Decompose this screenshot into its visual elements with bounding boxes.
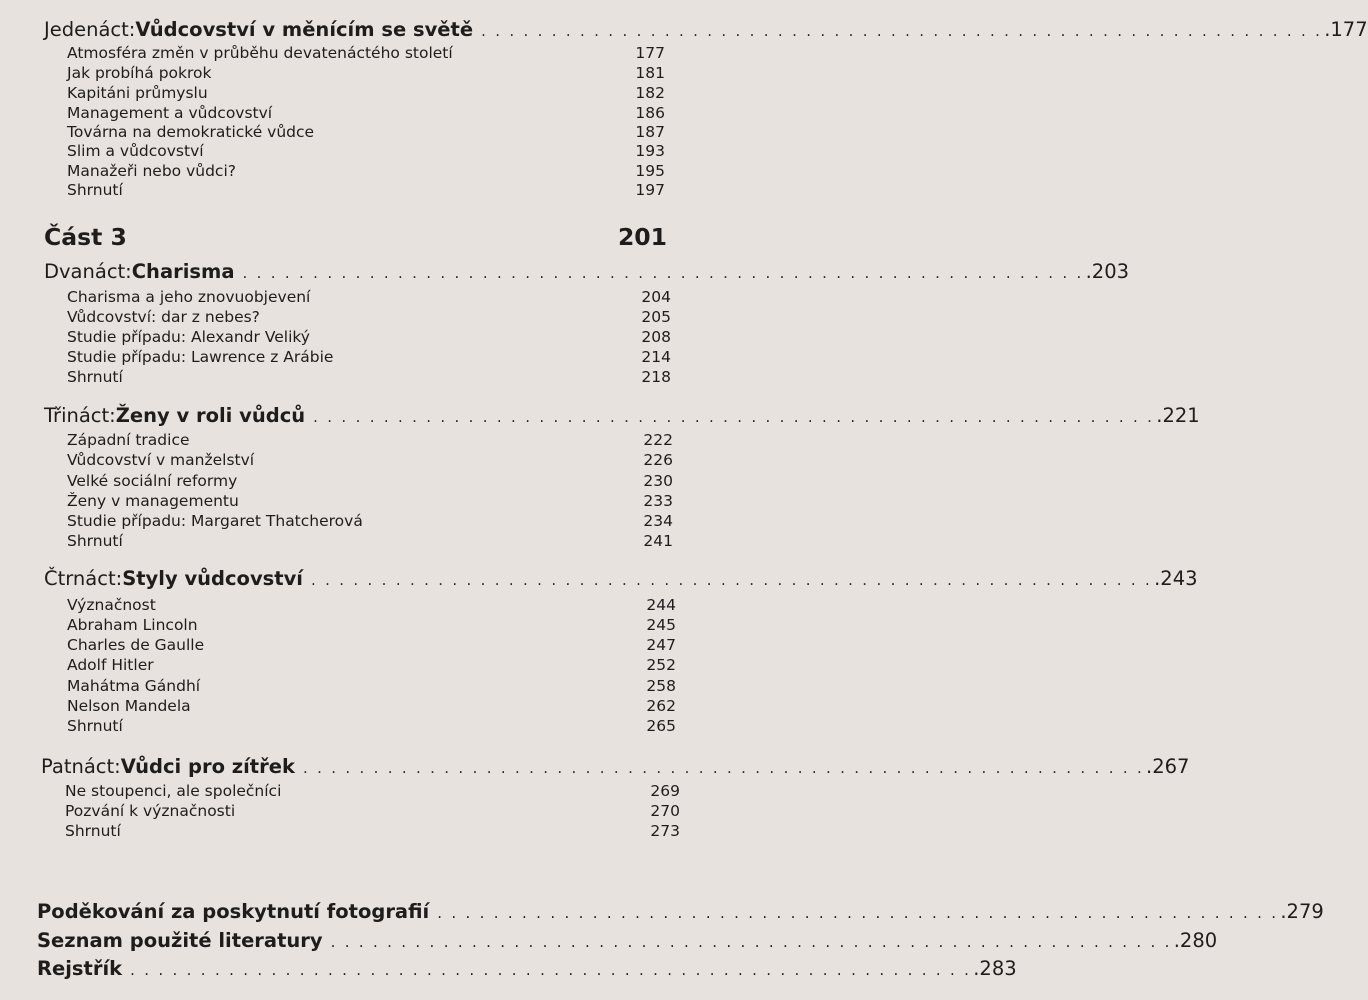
entry-page: 234: [643, 512, 673, 530]
toc-entry[interactable]: [67, 655, 676, 675]
entry-label: Charles de Gaulle: [67, 636, 205, 654]
entry-page: 204: [641, 288, 671, 306]
entry-label: Jak probíhá pokrok: [67, 64, 212, 82]
entry-page: 208: [641, 328, 671, 346]
entry-page: 241: [643, 532, 673, 550]
entry-label: Shrnutí: [65, 822, 121, 840]
toc-entry[interactable]: [67, 180, 665, 200]
toc-entry[interactable]: [67, 287, 671, 307]
dot-leader: . . . . . . . . . . . . . . . . . . . . . . . . . . . . . . . . . . . . . . . . . . . . . . . . . . . . . . . . . . . .: [302, 759, 1145, 777]
entry-label: Pozvání k význačnosti: [65, 802, 236, 820]
entry-label: Charisma a jeho znovuobjevení: [67, 288, 311, 306]
chapter-page: .177: [1324, 18, 1368, 41]
entry-page: 181: [635, 64, 665, 82]
toc-entry[interactable]: [67, 430, 673, 450]
bibliography-entry[interactable]: [37, 929, 1218, 954]
part-3-heading[interactable]: [44, 223, 667, 251]
entry-page: 269: [650, 782, 680, 800]
toc-entry[interactable]: [67, 63, 665, 83]
entry-page: .279: [1280, 900, 1324, 923]
entry-label: Slim a vůdcovství: [67, 142, 204, 160]
entry-page: 230: [643, 472, 673, 490]
dot-leader: . . . . . . . . . . . . . . . . . . . . . . . . . . . . . . . . . . . . . . . . . . . . . . . . . . . . . . . . . . . .: [330, 933, 1172, 951]
entry-page: 182: [635, 84, 665, 102]
entry-page: 222: [643, 431, 673, 449]
entry-label: Atmosféra změn v průběhu devatenáctého století: [67, 44, 453, 62]
entry-page: 205: [641, 308, 671, 326]
entry-label: Management a vůdcovství: [67, 104, 273, 122]
entry-page: 214: [641, 348, 671, 366]
toc-entry[interactable]: [67, 491, 673, 511]
entry-page: 245: [646, 616, 676, 634]
entry-page: 258: [646, 677, 676, 695]
entry-page: 195: [635, 162, 665, 180]
toc-entry[interactable]: [67, 450, 673, 470]
entry-page: 262: [646, 697, 676, 715]
chapter-title: Vůdcovství v měnícím se světě: [135, 18, 474, 41]
toc-entry[interactable]: [67, 471, 673, 491]
entry-page: 186: [635, 104, 665, 122]
chapter-page: .267: [1146, 755, 1190, 778]
toc-entry[interactable]: [67, 531, 673, 551]
entry-label: Studie případu: Margaret Thatcherová: [67, 512, 363, 530]
entry-label: Továrna na demokratické vůdce: [67, 123, 315, 141]
dot-leader: . . . . . . . . . . . . . . . . . . . . . . . . . . . . . . . . . . . . . . . . . . . . . . . . . . . . . . . . . . . .: [313, 408, 1155, 426]
toc-entry[interactable]: [65, 781, 680, 801]
entry-page: 270: [650, 802, 680, 820]
toc-entry[interactable]: [67, 635, 676, 655]
chapter-prefix: Patnáct:: [41, 755, 121, 778]
dot-leader: . . . . . . . . . . . . . . . . . . . . . . . . . . . . . . . . . . . . . . . . . . . . . . . . . . . . . . . . . . . .: [130, 961, 972, 979]
dot-leader: . . . . . . . . . . . . . . . . . . . . . . . . . . . . . . . . . . . . . . . . . . . . . . . . . . . . . . . . . . . .: [481, 22, 1323, 40]
chapter-page: .221: [1156, 404, 1200, 427]
entry-label: Západní tradice: [67, 431, 190, 449]
entry-label: Ne stoupenci, ale společníci: [65, 782, 282, 800]
toc-entry[interactable]: [67, 595, 676, 615]
chapter-13-heading[interactable]: [44, 404, 1200, 429]
chapter-title: Ženy v roli vůdců: [115, 404, 306, 427]
entry-label: Studie případu: Lawrence z Arábie: [67, 348, 334, 366]
chapter-12-heading[interactable]: [44, 260, 1130, 285]
toc-entry[interactable]: [67, 615, 676, 635]
chapter-prefix: Čtrnáct:: [44, 567, 123, 590]
toc-entry[interactable]: [67, 511, 673, 531]
chapter-14-heading[interactable]: [44, 567, 1198, 592]
dot-leader: . . . . . . . . . . . . . . . . . . . . . . . . . . . . . . . . . . . . . . . . . . . . . . . . . . . . . . . . . . . .: [437, 904, 1279, 922]
chapter-prefix: Dvanáct:: [44, 260, 132, 283]
entry-page: .283: [973, 957, 1017, 980]
entry-label: Shrnutí: [67, 181, 123, 199]
entry-label: Adolf Hitler: [67, 656, 154, 674]
entry-page: 273: [650, 822, 680, 840]
part-page: 201: [617, 223, 667, 251]
toc-entry[interactable]: [67, 347, 671, 367]
entry-label: Význačnost: [67, 596, 156, 614]
entry-label: Shrnutí: [67, 717, 123, 735]
chapter-prefix: Třináct:: [44, 404, 116, 427]
toc-entry[interactable]: [67, 367, 671, 387]
entry-page: 252: [646, 656, 676, 674]
dot-leader: . . . . . . . . . . . . . . . . . . . . . . . . . . . . . . . . . . . . . . . . . . . . . . . . . . . . . . . . . . . .: [311, 571, 1153, 589]
entry-label: Nelson Mandela: [67, 697, 191, 715]
chapter-page: .243: [1154, 567, 1198, 590]
chapter-prefix: Jedenáct:: [44, 18, 136, 41]
toc-entry[interactable]: [67, 43, 665, 63]
toc-entry[interactable]: [67, 141, 665, 161]
entry-label: Kapitáni průmyslu: [67, 84, 208, 102]
entry-page: 226: [643, 451, 673, 469]
entry-page: .280: [1173, 929, 1218, 952]
entry-label: Studie případu: Alexandr Veliký: [67, 328, 310, 346]
entry-page: 187: [635, 123, 665, 141]
toc-entry[interactable]: [65, 821, 680, 841]
entry-label: Shrnutí: [67, 532, 123, 550]
entry-label: Vůdcovství: dar z nebes?: [67, 308, 260, 326]
chapter-15-heading[interactable]: [41, 755, 1190, 780]
acknowledgements-entry[interactable]: [37, 900, 1324, 925]
entry-page: 247: [646, 636, 676, 654]
entry-page: 265: [646, 717, 676, 735]
toc-entry[interactable]: [67, 103, 665, 123]
toc-entry[interactable]: [67, 307, 671, 327]
part-title: Část 3: [44, 223, 127, 251]
toc-entry[interactable]: [67, 122, 665, 142]
toc-entry[interactable]: [67, 327, 671, 347]
toc-entry[interactable]: [67, 696, 676, 716]
entry-label: Poděkování za poskytnutí fotografií: [37, 900, 430, 923]
toc-entry[interactable]: [67, 83, 665, 103]
entry-label: Vůdcovství v manželství: [67, 451, 255, 469]
entry-label: Seznam použité literatury: [37, 929, 323, 952]
index-entry[interactable]: [37, 957, 1017, 982]
entry-label: Velké sociální reformy: [67, 472, 238, 490]
dot-leader: . . . . . . . . . . . . . . . . . . . . . . . . . . . . . . . . . . . . . . . . . . . . . . . . . . . . . . . . . . . .: [242, 264, 1084, 282]
entry-page: 244: [646, 596, 676, 614]
toc-entry[interactable]: [65, 801, 680, 821]
entry-page: 197: [635, 181, 665, 199]
entry-label: Abraham Lincoln: [67, 616, 198, 634]
entry-label: Manažeři nebo vůdci?: [67, 162, 236, 180]
chapter-title: Vůdci pro zítřek: [120, 755, 295, 778]
toc-entry[interactable]: [67, 676, 676, 696]
entry-label: Rejstřík: [37, 957, 123, 980]
entry-page: 233: [643, 492, 673, 510]
entry-page: 193: [635, 142, 665, 160]
entry-page: 218: [641, 368, 671, 386]
chapter-page: .203: [1085, 260, 1130, 283]
chapter-11-heading[interactable]: [44, 18, 1368, 43]
chapter-title: Charisma: [131, 260, 235, 283]
toc-entry[interactable]: [67, 161, 665, 181]
entry-label: Ženy v managementu: [67, 492, 239, 510]
toc-entry[interactable]: [67, 716, 676, 736]
entry-label: Mahátma Gándhí: [67, 677, 201, 695]
chapter-title: Styly vůdcovství: [122, 567, 303, 590]
entry-page: 177: [635, 44, 665, 62]
entry-label: Shrnutí: [67, 368, 123, 386]
